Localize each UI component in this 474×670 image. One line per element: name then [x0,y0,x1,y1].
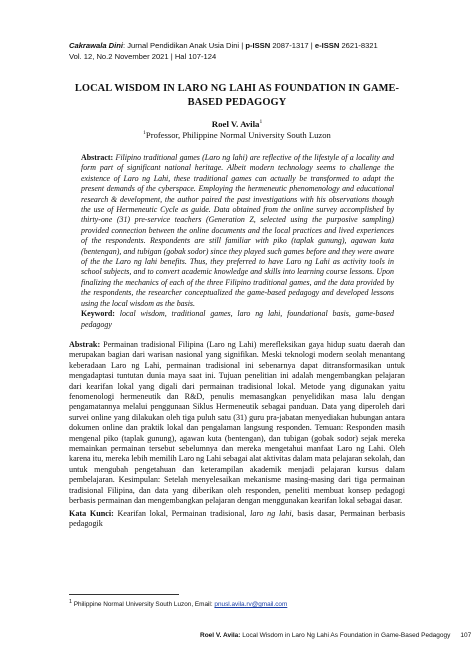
eissn-value: 2621-8321 [339,41,378,50]
keywords-en [81,309,394,330]
pissn-value: 2087-1317 | [270,41,315,50]
journal-header [69,40,419,62]
author-name: Roel V. Avila [211,118,260,129]
keywords-id-a: Kearifan lokal, Permainan tradisional, [113,508,251,518]
abstract-id-label: Abstrak: [69,340,101,349]
running-footer [200,631,472,640]
keywords-id-b: laro ng lahi, [250,508,294,518]
paper-title: LOCAL WISDOM IN LARO NG LAHI AS FOUNDATION IN GAME-BASED PEDAGOGY [74,83,400,108]
abstract-id-body [69,340,405,507]
journal-name: Cakrawala Dini [69,41,124,50]
abstract-english [81,153,394,330]
keywords-en-text: local wisdom, traditional games, laro ng lahi, foundational basis, game-based pedagogy [81,309,394,329]
journal-line-1 [69,40,419,51]
keywords-id-label: Kata Kunci: [69,508,114,518]
footnote-text: Philippine Normal University South Luzon, Email: [71,601,215,609]
author-mark: 1 [259,119,263,125]
keywords-id [69,509,405,530]
abstract-en-body [81,153,394,309]
eissn-label: e-ISSN [314,41,340,50]
affiliation-text: Professor, Philippine Normal University South Luzon [145,129,331,140]
abstract-en-text: Filipino traditional games (Laro ng lahi) are reflective of the lifestyle of a locality and form part of significant national heritage. Albeit modern technology seems to challenge the existence of Laro ng Lahi, these traditional games can actually be transformed to adapt the present demands of the cyberspace. Employing the hermeneutic phenomenology and educational research & development, the author paired the past investigations with his observations though the use of Hermeneutic Cycle as guide. Data obtained from the online survey accomplished by thirty-one (31) pre-service teachers (Generation Z, selected using the purposive sampling) provided connection between the online documents and the local practices and lived experiences of the respondents. Respondents are still familiar with piko (taplak gunung), agawan kuta (bentengan), and tubigan (gobak sodor) since they played such games before and they were aware of the the Laro ng lahi benefits. Thus, they preferred to have Laro ng Lahi as activity tools in school subjects, and to convert academic knowledge and skills into learning course lessons. Upon finalizing the mechanics of each of the three Filipino traditional games, and the data provided by the respondents, the researcher conceptualized the game-based pedagogy and developed lessons using the local wisdom as the basis. [81,153,394,308]
pissn-label: p-ISSN [245,41,271,50]
author-affiliation [60,128,414,141]
abstract-id-text: Permainan tradisional Filipina (Laro ng Lahi) merefleksikan gaya hidup suatu daerah dan merupakan bagian dari warisan nasional yang signifikan. Meski teknologi modern seolah menantang keberadaan Laro ng Lahi, permainan tradisional ini sebenarnya dapat ditransformasikan untuk mengadaptasi tuntutan dunia maya saat ini. Tujuan penelitian ini adalah mengembangkan pelajaran dari kearifan lokal yang digali dari permainan tradisional lokal. Metode yang digunakan yaitu fenomenologi hermeneutik dan R&D, penulis memasangkan penyelidikan masa lalu dengan pengamatannya melalui penggunaan Siklus Hermeneutik sebagai panduan. Data yang diperoleh dari survei online yang dilakukan oleh tiga puluh satu (31) guru pra-jabatan menyediakan hubungan antara dokumen online dan praktik lokal dan pengalaman langsung responden. Temuan: Responden masih mengenal piko (taplak gunung), agawan kuta (bentengan), dan tubigan (gobak sodor) sejak mereka memainkan permainan tersebut sebelumnya dan mereka mengetahui manfaat Laro ng Lahi. Oleh karena itu, mereka lebih memilih Laro ng Lahi sebagai alat aktivitas dalam mata pelajaran sekolah, dan untuk mengubah pengetahuan dan keterampilan akademik menjadi pelajaran kursus dalam pembelajaran. Kesimpulan: Setelah menyelesaikan mekanisme masing-masing dari tiga permainan tradisional Filipina, dan data yang diberikan oleh responden, peneliti membuat konsep pedagogi berbasis permainan dan mengembangkan pelajaran dengan menggunakan kearifan lokal sebagai dasar. [69,340,405,506]
keywords-id-c: basis dasar, Permainan berbasis pedagogik [69,508,405,528]
footer-author: Roel V. Avila: [200,632,241,639]
journal-desc: : Jurnal Pendidikan Anak Usia Dini | [123,41,246,50]
page-number: 107 [460,632,472,639]
footnote-email-link[interactable]: pnusl.avila.rv@gmail.com [214,601,288,609]
abstract-en-label: Abstract: [81,153,114,162]
affiliation-mark: 1 [143,130,146,136]
footnote [69,598,369,609]
keywords-en-label: Keyword: [81,309,115,319]
abstract-indonesian [69,340,405,531]
footnote-rule [69,594,179,595]
footnote-mark: 1 [69,599,72,605]
journal-volume-line: Vol. 12, No.2 November 2021 | Hal 107-124 [69,52,217,61]
footer-title: Local Wisdom in Laro Ng Lahi As Foundation in Game-Based Pedagogy [240,632,451,639]
